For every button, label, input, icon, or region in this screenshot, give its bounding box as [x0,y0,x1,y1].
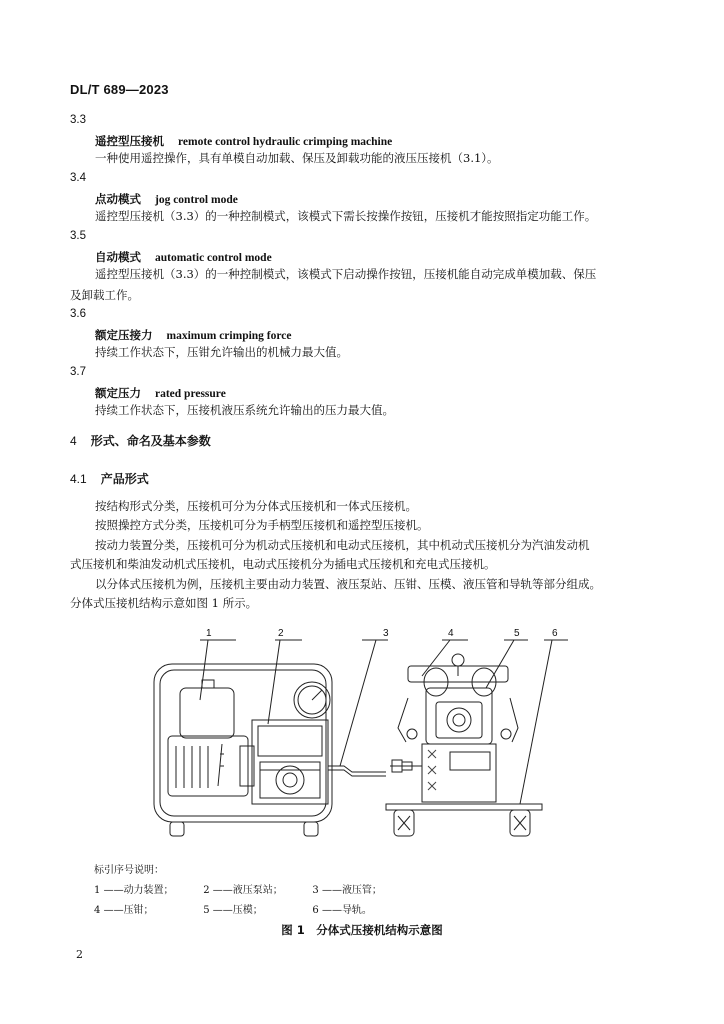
legend-item: 2 ——液压泵站； [203,885,283,896]
clause-number: 3.7 [70,366,86,378]
term-zh: 遥控型压接机 [95,134,164,148]
clause-term [95,249,272,265]
term-zh: 点动模式 [95,192,141,206]
clause-definition: 遥控型压接机（3.3）的一种控制模式，该模式下启动操作按钮，压接机能自动完成单模加载、保压 [95,267,597,281]
subsection-heading [70,470,149,487]
legend-item: 4 ——压钳； [94,905,154,916]
legend-item: 1 ——动力装置； [94,885,174,896]
clause-term [95,133,392,149]
term-zh: 额定压力 [95,386,141,400]
callout-4: 4 [448,628,454,639]
page-number: 2 [76,948,83,961]
clause-term [95,191,238,207]
subsection-number: 4.1 [70,472,87,486]
legend-row [94,901,372,916]
subsection-title: 产品形式 [100,472,149,486]
clause-definition: 遥控型压接机（3.3）的一种控制模式，该模式下需长按操作按钮，压接机才能按照指定功能工作。 [95,209,597,223]
standard-code-header: DL/T 689—2023 [70,82,169,97]
section-number: 4 [70,434,77,448]
callout-3: 3 [383,628,389,639]
figure-caption: 图 1 分体式压接机结构示意图 [281,923,443,937]
paragraph: 以分体式压接机为例，压接机主要由动力装置、液压泵站、压钳、压模、液压管和导轨等部分组成。 [95,577,601,591]
paragraph-cont: 式压接机和柴油发动机式压接机，电动式压接机分为插电式压接机和充电式压接机。 [70,557,496,571]
section-heading [70,432,211,449]
term-en: automatic control mode [155,252,272,264]
clause-term [95,385,226,401]
callout-5: 5 [514,628,520,639]
paragraph: 按结构形式分类，压接机可分为分体式压接机和一体式压接机。 [95,499,417,513]
section-title: 形式、命名及基本参数 [90,434,211,448]
term-en: remote control hydraulic crimping machine [178,136,393,148]
term-zh: 自动模式 [95,250,141,264]
legend-row [94,881,382,896]
crimping-machine-diagram [140,626,580,848]
clause-number: 3.6 [70,308,86,320]
clause-definition-cont: 及卸载工作。 [70,288,139,302]
paragraph-cont: 分体式压接机结构示意如图 1 所示。 [70,596,258,610]
clause-number: 3.4 [70,172,86,184]
callout-2: 2 [278,628,284,639]
callout-1: 1 [206,628,212,639]
clause-term [95,327,291,343]
paragraph: 按动力装置分类，压接机可分为机动式压接机和电动式压接机，其中机动式压接机分为汽油发动机 [95,538,590,552]
term-en: maximum crimping force [166,330,292,342]
term-zh: 额定压接力 [95,328,153,342]
legend-item: 6 ——导轨。 [312,905,372,916]
clause-definition: 持续工作状态下，压钳允许输出的机械力最大值。 [95,345,348,359]
clause-definition: 一种使用遥控操作，具有单模自动加载、保压及卸载功能的液压压接机（3.1）。 [95,151,499,165]
legend-title: 标引序号说明： [94,865,164,876]
callout-6: 6 [552,628,558,639]
clause-number: 3.3 [70,114,86,126]
paragraph: 按照操控方式分类，压接机可分为手柄型压接机和遥控型压接机。 [95,518,429,532]
legend-item: 5 ——压模； [203,905,263,916]
term-en: jog control mode [155,194,238,206]
clause-definition: 持续工作状态下，压接机液压系统允许输出的压力最大值。 [95,403,394,417]
term-en: rated pressure [155,388,226,400]
clause-number: 3.5 [70,230,86,242]
legend-item: 3 ——液压管； [312,885,382,896]
